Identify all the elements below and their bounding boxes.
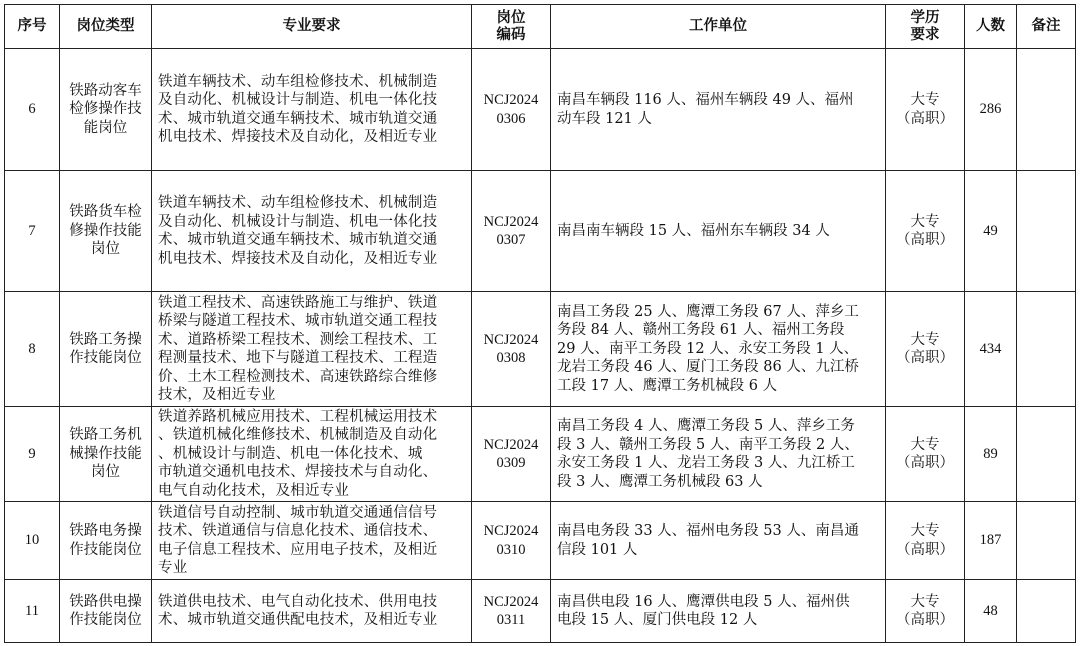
row-position-code <box>472 407 551 502</box>
row-code-line1: NCJ2024 <box>483 92 539 108</box>
unit-text-line: 29 人、南平工务段 12 人、永安工务段 1 人、 <box>557 340 859 357</box>
row-index: 6 <box>5 49 60 171</box>
row-count: 48 <box>965 580 1017 643</box>
row-code-line1: NCJ2024 <box>483 213 539 230</box>
row-index: 9 <box>5 407 60 502</box>
major-text-line: 术、城市轨道交通车辆技术、城市轨道交通 <box>158 110 438 127</box>
row-education <box>886 580 965 643</box>
table-body <box>5 49 1076 643</box>
row-index: 10 <box>5 502 60 580</box>
major-text-line: 铁道信号自动控制、城市轨道交通通信信号 <box>158 504 438 521</box>
row-count: 187 <box>965 502 1017 580</box>
row-code-line1: NCJ2024 <box>483 436 539 453</box>
major-text-line: 电子信息工程技术、应用电子技术，及相近 <box>158 541 438 558</box>
unit-text-line: 龙岩工务段 46 人、厦门工务段 86 人、九江桥 <box>557 359 859 376</box>
unit-text-line: 南昌车辆段 116 人、福州车辆段 49 人、福州 <box>557 92 854 108</box>
row-work-unit <box>551 502 886 580</box>
header-code-line2: 编码 <box>496 26 526 43</box>
row-position-type: 铁路工务机械操作技能岗位 <box>60 407 152 502</box>
unit-text-line: 务段 84 人、赣州工务段 61 人、福州工务段 <box>557 322 845 339</box>
row-code-line1: NCJ2024 <box>483 593 539 610</box>
major-text-line: 程测量技术、地下与隧道工程技术、工程造 <box>158 350 438 366</box>
major-text-line: 电气自动化技术，及相近专业 <box>158 482 350 499</box>
header-edu-line2: 要求 <box>910 26 940 43</box>
major-text-line: 专业 <box>158 560 188 576</box>
unit-text-line: 永安工务段 1 人、龙岩工务段 3 人、九江桥工 <box>557 455 855 471</box>
row-count: 434 <box>965 292 1017 407</box>
row-edu-line2: （高职） <box>896 232 954 248</box>
major-text-line: 及自动化、机械设计与制造、机电一体化技 <box>158 92 438 108</box>
major-text-line: 桥梁与隧道工程技术、城市轨道交通工程技 <box>158 313 438 329</box>
unit-text-line: 动车段 121 人 <box>557 110 652 127</box>
row-count: 286 <box>965 49 1017 171</box>
row-edu-line2: （高职） <box>896 541 954 558</box>
row-position-code <box>472 171 551 292</box>
table-row <box>5 502 1076 580</box>
major-text-line: 机电技术、焊接技术及自动化，及相近专业 <box>158 129 438 145</box>
row-note <box>1017 49 1076 171</box>
row-education <box>886 407 965 502</box>
row-major-requirement <box>152 171 472 292</box>
row-position-type: 铁路工务操作技能岗位 <box>60 292 152 407</box>
row-position-type: 铁路动客车检修操作技能岗位 <box>60 49 152 171</box>
header-code-line1: 岗位 <box>496 9 526 26</box>
header-unit: 工作单位 <box>551 5 886 49</box>
row-education <box>886 502 965 580</box>
row-major-requirement <box>152 292 472 407</box>
row-index: 8 <box>5 292 60 407</box>
row-count: 89 <box>965 407 1017 502</box>
major-text-line: 铁道供电技术、电气自动化技术、供用电技 <box>158 593 438 610</box>
row-code-line1: NCJ2024 <box>483 331 539 348</box>
row-work-unit <box>551 171 886 292</box>
header-edu <box>886 5 965 49</box>
row-edu-line1: 大专 <box>910 523 940 539</box>
unit-text-line: 段 3 人、鹰潭工务机械段 63 人 <box>557 473 763 490</box>
header-code <box>472 5 551 49</box>
row-position-code <box>472 580 551 643</box>
row-note <box>1017 580 1076 643</box>
row-position-code <box>472 49 551 171</box>
table-row <box>5 49 1076 171</box>
row-edu-line2: （高职） <box>896 455 954 471</box>
major-text-line: 铁道养路机械应用技术、工程机械运用技术 <box>158 408 438 425</box>
row-code-line2: 0311 <box>496 612 526 628</box>
unit-text-line: 信段 101 人 <box>557 541 638 558</box>
row-education <box>886 171 965 292</box>
unit-text-line: 电段 15 人、厦门供电段 12 人 <box>557 612 758 628</box>
row-major-requirement <box>152 502 472 580</box>
row-position-type: 铁路电务操作技能岗位 <box>60 502 152 580</box>
row-position-code <box>472 502 551 580</box>
unit-text-line: 南昌工务段 4 人、鹰潭工务段 5 人、萍乡工务 <box>557 418 855 434</box>
table-row <box>5 171 1076 292</box>
header-count: 人数 <box>965 5 1017 49</box>
row-note <box>1017 502 1076 580</box>
row-index: 11 <box>5 580 60 643</box>
row-code-line2: 0310 <box>496 541 526 558</box>
major-text-line: 机电技术、焊接技术及自动化，及相近专业 <box>158 250 438 267</box>
row-education <box>886 49 965 171</box>
header-major: 专业要求 <box>152 5 472 49</box>
major-text-line: 技术、铁道通信与信息化技术、通信技术、 <box>158 523 438 539</box>
major-text-line: 术、道路桥梁工程技术、测绘工程技术、工 <box>158 331 438 348</box>
row-edu-line2: （高职） <box>896 350 954 366</box>
row-major-requirement <box>152 49 472 171</box>
row-position-code <box>472 292 551 407</box>
row-position-type: 铁路货车检修操作技能岗位 <box>60 171 152 292</box>
table-row <box>5 580 1076 643</box>
row-code-line2: 0309 <box>496 455 526 471</box>
major-text-line: 铁道车辆技术、动车组检修技术、机械制造 <box>158 73 438 90</box>
unit-text-line: 段 3 人、赣州工务段 5 人、南平工务段 2 人、 <box>557 436 859 453</box>
major-text-line: 市轨道交通机电技术、焊接技术与自动化、 <box>158 464 438 481</box>
major-text-line: 铁道车辆技术、动车组检修技术、机械制造 <box>158 195 438 211</box>
unit-text-line: 南昌电务段 33 人、福州电务段 53 人、南昌通 <box>557 523 859 539</box>
row-position-type: 铁路供电操作技能岗位 <box>60 580 152 643</box>
row-note <box>1017 407 1076 502</box>
header-row <box>5 5 1076 49</box>
row-work-unit <box>551 49 886 171</box>
unit-text-line: 南昌供电段 16 人、鹰潭供电段 5 人、福州供 <box>557 593 850 610</box>
header-type: 岗位类型 <box>60 5 152 49</box>
row-edu-line2: （高职） <box>896 612 954 628</box>
recruitment-table <box>4 4 1076 643</box>
major-text-line: 铁道工程技术、高速铁路施工与维护、铁道 <box>158 294 438 311</box>
unit-text-line: 南昌南车辆段 15 人、福州东车辆段 34 人 <box>557 222 830 239</box>
row-work-unit <box>551 407 886 502</box>
row-major-requirement <box>152 407 472 502</box>
row-code-line2: 0306 <box>496 110 526 127</box>
table-row <box>5 292 1076 407</box>
header-index: 序号 <box>5 5 60 49</box>
row-education <box>886 292 965 407</box>
row-count: 49 <box>965 171 1017 292</box>
row-code-line2: 0308 <box>496 350 526 366</box>
row-edu-line1: 大专 <box>910 213 940 230</box>
row-edu-line1: 大专 <box>910 92 940 108</box>
row-code-line2: 0307 <box>496 232 526 248</box>
row-edu-line1: 大专 <box>910 331 940 348</box>
row-work-unit <box>551 580 886 643</box>
major-text-line: 术、城市轨道交通车辆技术、城市轨道交通 <box>158 232 438 248</box>
row-note <box>1017 171 1076 292</box>
major-text-line: 技术，及相近专业 <box>158 387 276 403</box>
major-text-line: 、机械设计与制造、机电一体化技术、城 <box>158 445 423 462</box>
major-text-line: 、铁道机械化维修技术、机械制造及自动化 <box>158 427 438 444</box>
major-text-line: 及自动化、机械设计与制造、机电一体化技 <box>158 213 438 230</box>
row-major-requirement <box>152 580 472 643</box>
header-edu-line1: 学历 <box>910 9 940 26</box>
row-index: 7 <box>5 171 60 292</box>
row-note <box>1017 292 1076 407</box>
unit-text-line: 工段 17 人、鹰潭工务机械段 6 人 <box>557 377 778 394</box>
unit-text-line: 南昌工务段 25 人、鹰潭工务段 67 人、萍乡工 <box>557 303 859 320</box>
row-edu-line1: 大专 <box>910 593 940 610</box>
row-work-unit <box>551 292 886 407</box>
header-note: 备注 <box>1017 5 1076 49</box>
row-edu-line2: （高职） <box>896 110 954 127</box>
table-row <box>5 407 1076 502</box>
major-text-line: 术、城市轨道交通供配电技术，及相近专业 <box>158 612 438 628</box>
major-text-line: 价、土木工程检测技术、高速铁路综合维修 <box>158 368 438 385</box>
row-edu-line1: 大专 <box>910 436 940 453</box>
row-code-line1: NCJ2024 <box>483 523 539 539</box>
